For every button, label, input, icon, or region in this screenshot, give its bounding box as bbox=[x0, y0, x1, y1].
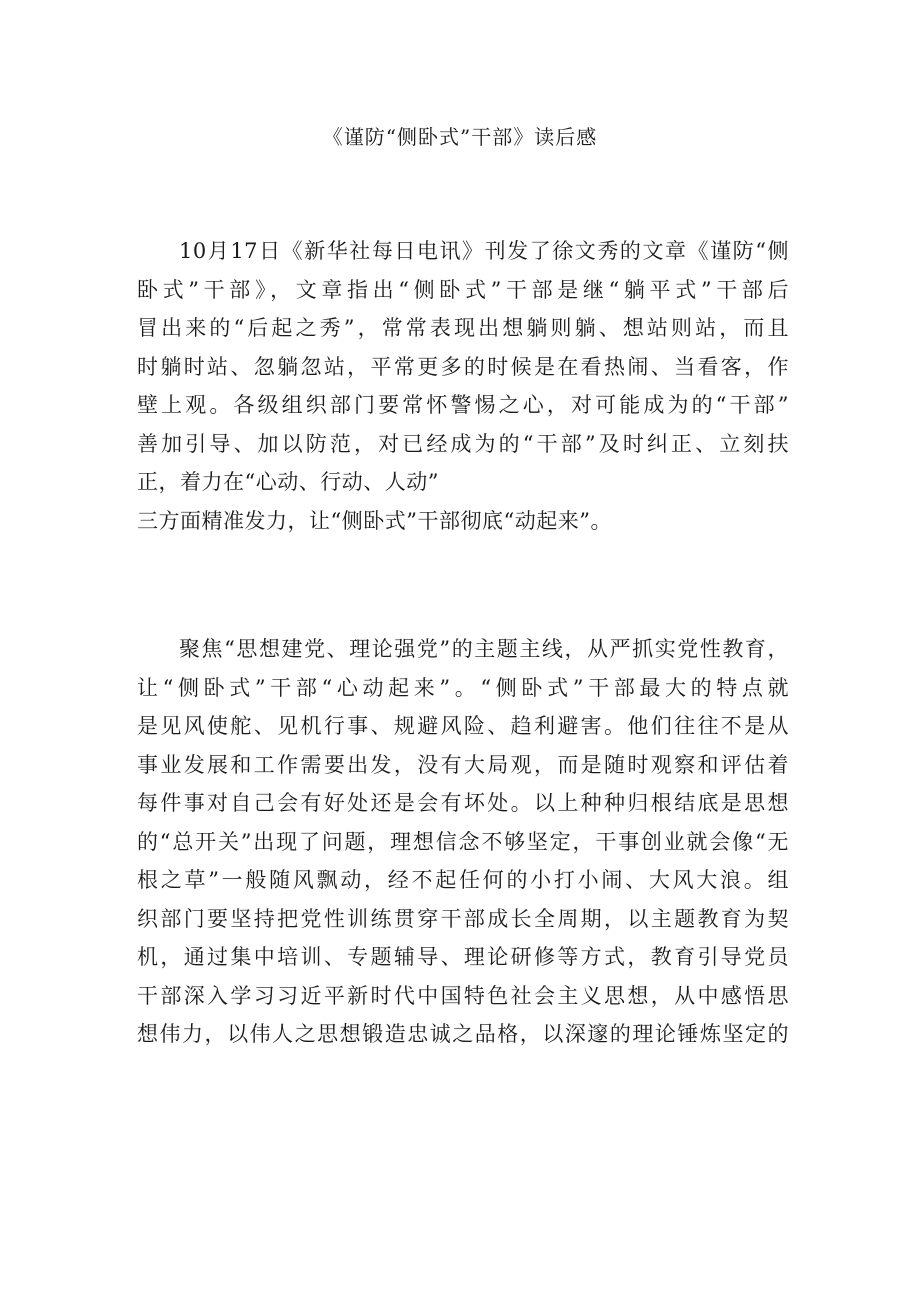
paragraph-line: 事业发展和工作需要出发，没有大局观，而是随时观察和评估着 bbox=[137, 752, 789, 777]
paragraph-line: 正，着力在“心动、行动、人动” bbox=[137, 470, 439, 494]
paragraph-2 bbox=[137, 630, 789, 1054]
paragraph-line: 的“总开关”出现了问题，理想信念不够坚定，干事创业就会像“无 bbox=[137, 829, 789, 854]
paragraph-line: 10月17日《新华社每日电讯》刊发了徐文秀的文章《谨防“侧 bbox=[179, 239, 789, 263]
paragraph-line: 是见风使舵、见机行事、规避风险、趋利避害。他们往往不是从 bbox=[137, 714, 789, 738]
paragraph-line: 机，通过集中培训、专题辅导、理论研修等方式，教育引导党员 bbox=[137, 945, 789, 969]
paragraph-line: 干部深入学习习近平新时代中国特色社会主义思想，从中感悟思 bbox=[137, 983, 789, 1008]
paragraph-line: 想伟力，以伟人之思想锻造忠诚之品格，以深邃的理论锤炼坚定的 bbox=[137, 1022, 789, 1046]
paragraph-line: 织部门要坚持把党性训练贯穿干部成长全周期，以主题教育为契 bbox=[137, 906, 789, 931]
paragraph-line: 冒出来的“后起之秀”，常常表现出想躺则躺、想站则站，而且 bbox=[137, 316, 789, 340]
paragraph-line: 根之草”一般随风飘动，经不起任何的小打小闹、大风大浪。组 bbox=[137, 868, 789, 892]
paragraph-line: 每件事对自己会有好处还是会有坏处。以上种种归根结底是思想 bbox=[137, 791, 789, 815]
document-title: 《谨防“侧卧式”干部》读后感 bbox=[322, 125, 598, 149]
paragraph-line: 卧式”干部》，文章指出“侧卧式”干部是继“躺平式”干部后 bbox=[137, 277, 789, 302]
paragraph-line: 善加引导、加以防范，对已经成为的“干部”及时纠正、立刻扶 bbox=[137, 431, 789, 456]
paragraph-line: 三方面精准发力，让“侧卧式”干部彻底“动起来”。 bbox=[137, 508, 612, 533]
paragraph-line: 壁上观。各级组织部门要常怀警惕之心，对可能成为的“干部” bbox=[137, 393, 789, 417]
paragraph-1 bbox=[137, 232, 789, 540]
paragraph-line: 聚焦“思想建党、理论强党”的主题主线，从严抓实党性教育， bbox=[179, 637, 789, 661]
paragraph-line: 时躺时站、忽躺忽站，平常更多的时候是在看热闹、当看客，作 bbox=[137, 354, 789, 379]
paragraph-line: 让“侧卧式”干部“心动起来”。“侧卧式”干部最大的特点就 bbox=[137, 675, 789, 700]
